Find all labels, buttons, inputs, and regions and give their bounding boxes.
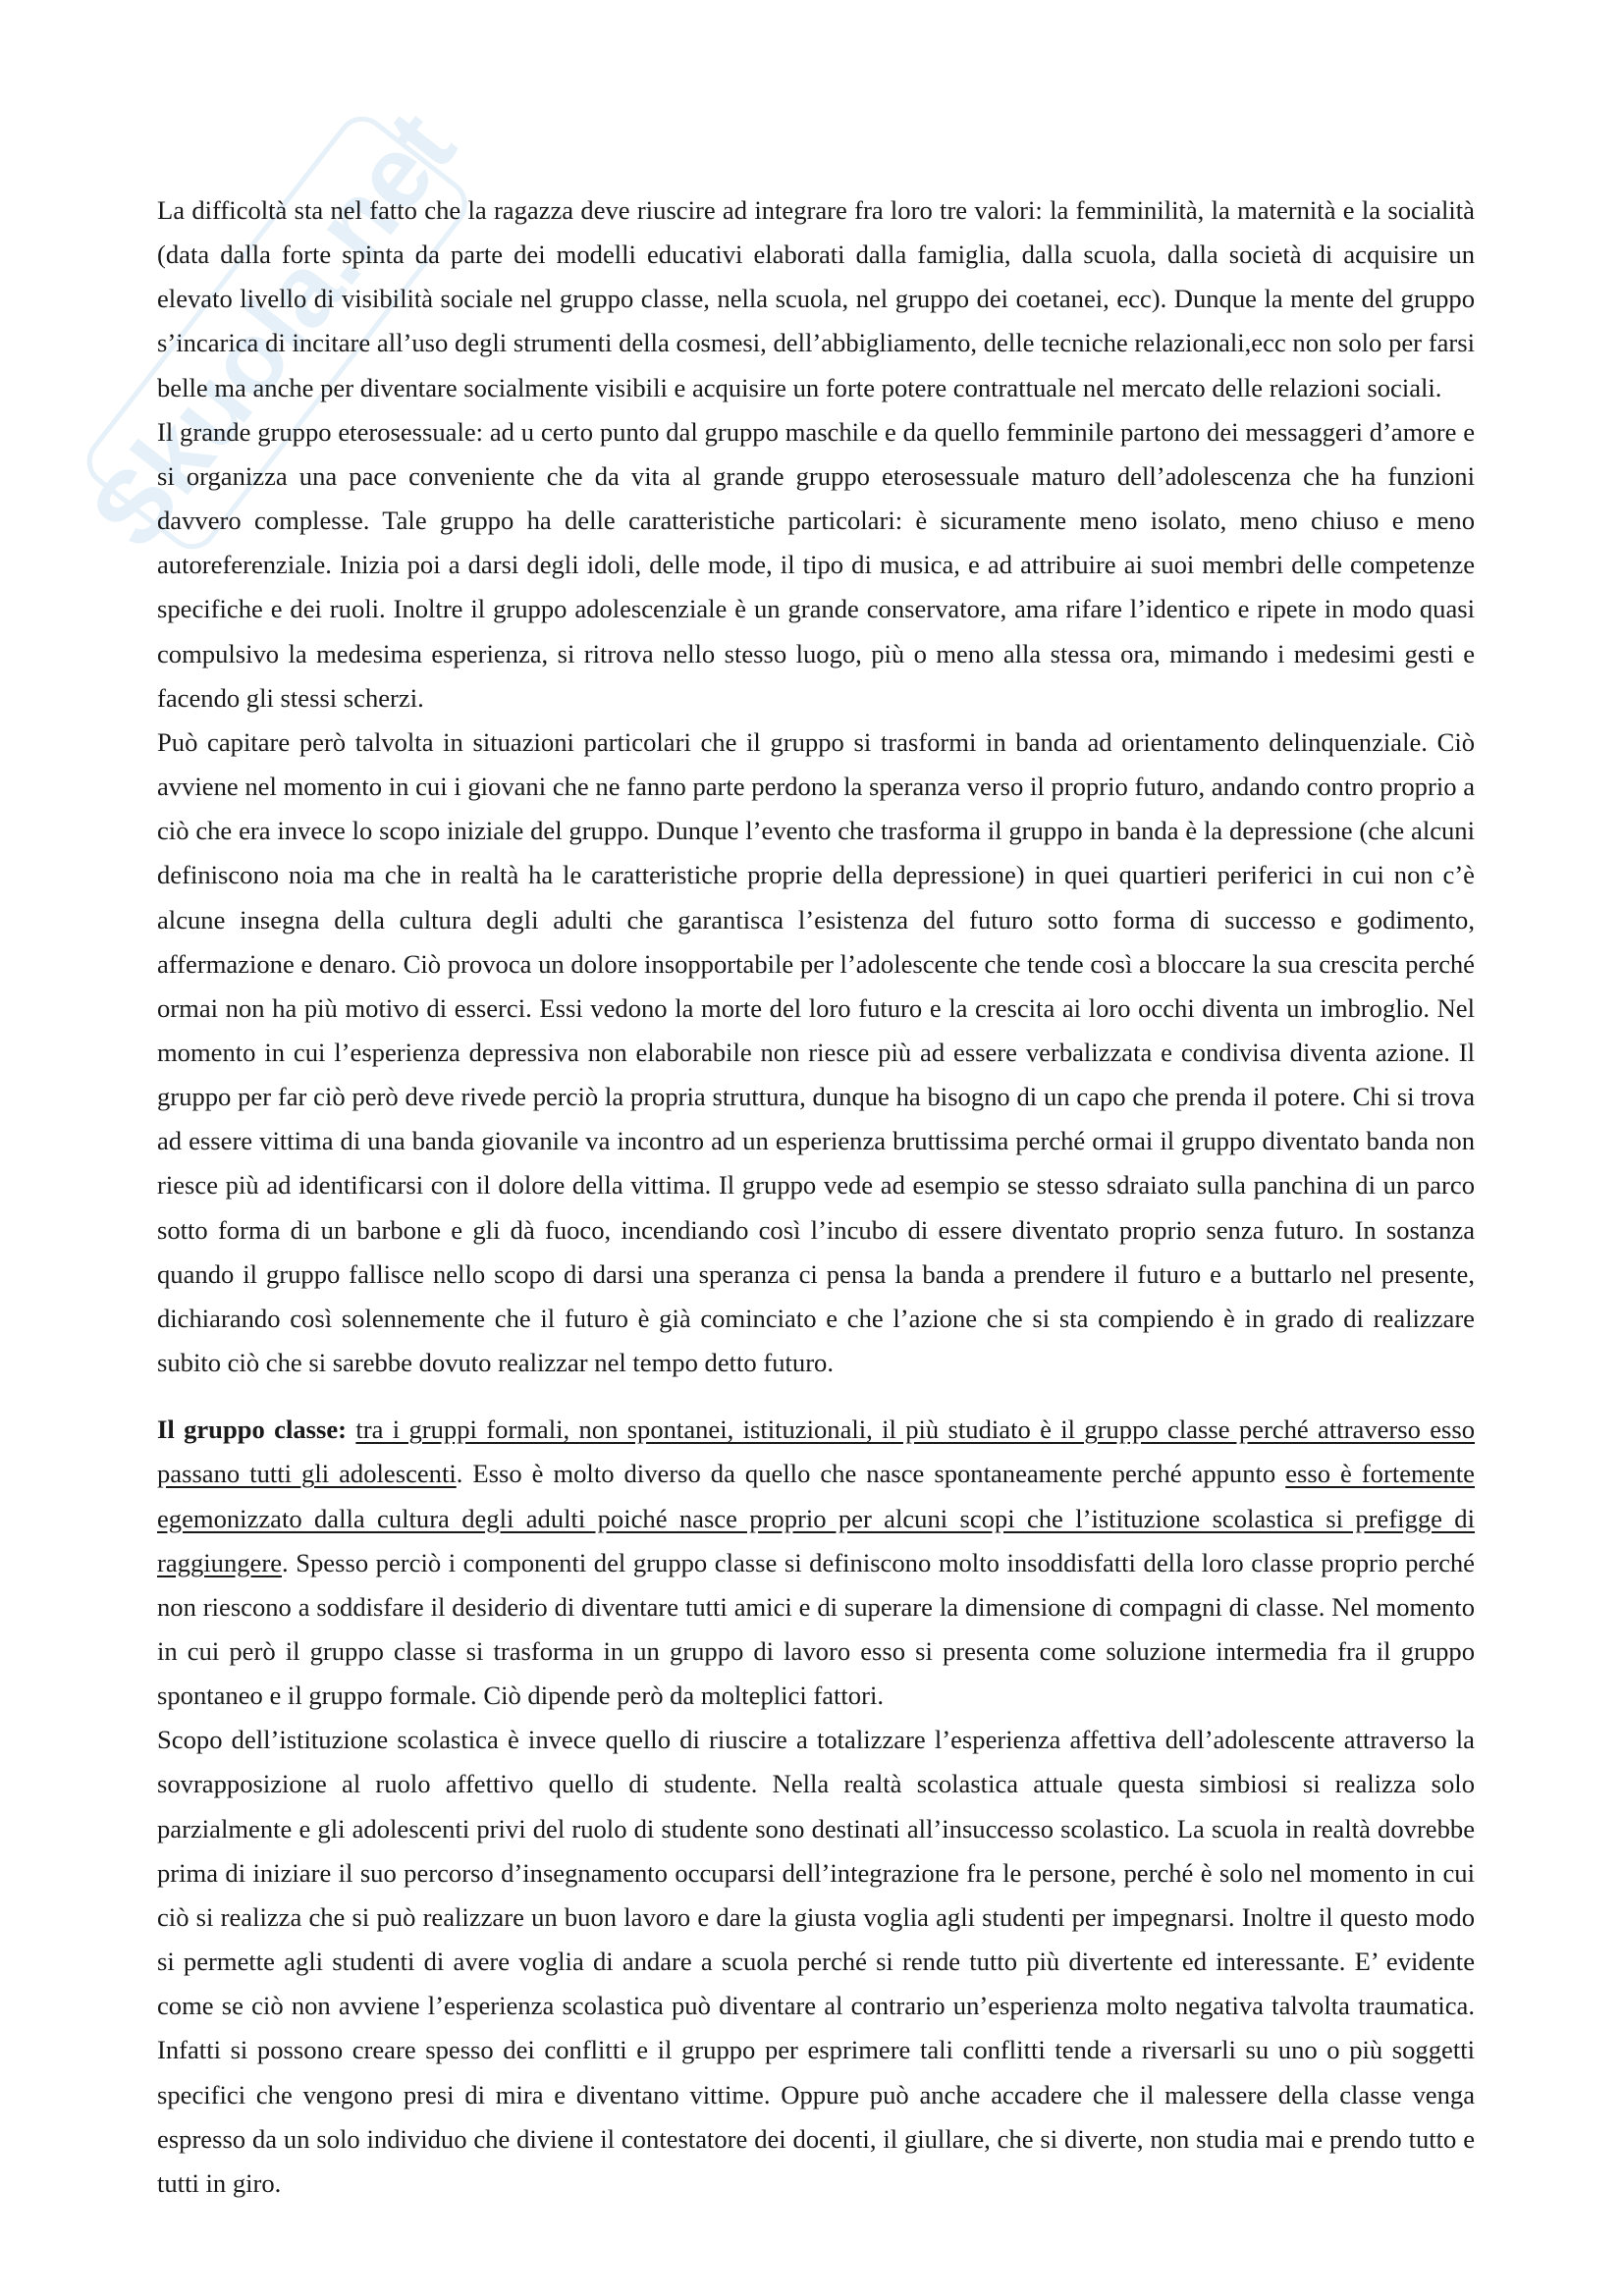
paragraph-4-text-1: . Esso è molto diverso da quello che nasce spontaneamente perché appunto [456,1459,1286,1489]
section-heading: Il gruppo classe: [157,1415,348,1445]
paragraph-4 [157,1408,1475,1718]
paragraph-3: Può capitare però talvolta in situazioni particolari che il gruppo si trasformi in banda ad orientamento delinquenziale. Ciò avviene nel momento in cui i giovani che ne fanno parte perdono la speranza verso il proprio futuro, andando contro proprio a ciò che era invece lo scopo iniziale del gruppo. Dunque l’evento che trasforma il gruppo in banda è la depressione (che alcuni definiscono noia ma che in realtà ha le caratteristiche proprie della depressione) in quei quartieri periferici in cui non c’è alcune insegna della cultura degli adulti che garantisca l’esistenza del futuro sotto forma di successo e godimento, affermazione e denaro. Ciò provoca un dolore insopportabile per l’adolescente che tende così a bloccare la sua crescita perché ormai non ha più motivo di esserci. Essi vedono la morte del loro futuro e la crescita ai loro occhi diventa un imbroglio. Nel momento in cui l’esperienza depressiva non elaborabile non riesce più ad essere verbalizzata e condivisa diventa azione. Il gruppo per far ciò però deve rivede perciò la propria struttura, dunque ha bisogno di un capo che prenda il potere. Chi si trova ad essere vittima di una banda giovanile va incontro ad un esperienza bruttissima perché ormai il gruppo diventato banda non riesce più ad identificarsi con il dolore della vittima. Il gruppo vede ad esempio se stesso sdraiato sulla panchina di un parco sotto forma di un barbone e gli dà fuoco, incendiando così l’incubo di essere diventato proprio senza futuro. In sostanza quando il gruppo fallisce nello scopo di darsi una speranza ci pensa la banda a prendere il futuro e a buttarlo nel presente, dichiarando così solennemente che il futuro è già cominciato e che l’azione che si sta compiendo è in grado di realizzare subito ciò che si sarebbe dovuto realizzar nel tempo detto futuro. [157,726,1475,1378]
paragraph-2: Il grande gruppo eterosessuale: ad u certo punto dal gruppo maschile e da quello femminile partono dei messaggeri d’amore e si organizza una pace conveniente che da vita al grande gruppo eterosessuale maturo dell’adolescenza che ha funzioni davvero complesse. Tale gruppo ha delle caratteristiche particolari: è sicuramente meno isolato, meno chiuso e meno autoreferenziale. Inizia poi a darsi degli idoli, delle mode, il tipo di musica, e ad attribuire ai suoi membri delle competenze specifiche e dei ruoli. Inoltre il gruppo adolescenziale è un grande conservatore, ama rifare l’identico e ripete in modo quasi compulsivo la medesima esperienza, si ritrova nello stesso luogo, più o meno alla stessa ora, mimando i medesimi gesti e facendo gli stessi scherzi. [157,416,1475,713]
watermark-text: Skuola.net [69,91,477,568]
paragraph-4-text-2: . Spesso perciò i componenti del gruppo classe si definiscono molto insoddisfatti della loro classe proprio perché non riescono a soddisfare il desiderio di diventare tutti amici e di superare la dimensione di compagni di classe. Nel momento in cui però il gruppo classe si trasforma in un gruppo di lavoro esso si presenta come soluzione intermedia fra il gruppo spontaneo e il gruppo formale. Ciò dipende però da molteplici fattori. [157,1547,1475,1711]
paragraph-5: Scopo dell’istituzione scolastica è invece quello di riuscire a totalizzare l’esperienza affettiva dell’adolescente attraverso la sovrapposizione al ruolo affettivo quello di studente. Nella realtà scolastica attuale questa simbiosi si realizza solo parzialmente e gli adolescenti privi del ruolo di studente sono destinati all’insuccesso scolastico. La scuola in realtà dovrebbe prima di iniziare il suo percorso d’insegnamento occuparsi dell’integrazione fra le persone, perché è solo nel momento in cui ciò si realizza che si può realizzare un buon lavoro e dare la giusta voglia agli studenti per impegnarsi. Inoltre il questo modo si permette agli studenti di avere voglia di andare a scuola perché si rende tutto più divertente ed interessante. E’ evidente come se ciò non avviene l’esperienza scolastica può diventare al contrario un’esperienza molto negativa talvolta traumatica. Infatti si possono creare spesso dei conflitti e il gruppo per esprimere tali conflitti tende a riversarli su uno o più soggetti specifici che vengono presi di mira e diventano vittime. Oppure può anche accadere che il malessere della classe venga espresso da un solo individuo che diviene il contestatore dei docenti, il giullare, che si diverte, non studia mai e prendo tutto e tutti in giro. [157,1725,1475,2198]
paragraph-1: La difficoltà sta nel fatto che la ragazza deve riuscire ad integrare fra loro tre valori: la femminilità, la maternità e la socialità (data dalla forte spinta da parte dei modelli educativi elaborati dalla famiglia, dalla scuola, dalla società di acquisire un elevato livello di visibilità sociale nel gruppo classe, nella scuola, nel gruppo dei coetanei, ecc). Dunque la mente del gruppo s’incarica di incitare all’uso degli strumenti della cosmesi, dell’abbigliamento, delle tecniche relazionali,ecc non solo per farsi belle ma anche per diventare socialmente visibili e acquisire un forte potere contrattuale nel mercato delle relazioni sociali. [157,195,1475,402]
document-body [157,188,1475,2206]
underlined-passage-2: esso è fortemente egemonizzato dalla cultura degli adulti poiché nasce proprio per alcuni scopi che l’istituzione scolastica si prefigge di raggiungere [157,1459,1475,1577]
underlined-passage-1: tra i gruppi formali, non spontanei, istituzionali, il più studiato è il gruppo classe perché attraverso esso passano tutti gli adolescenti [157,1415,1475,1489]
